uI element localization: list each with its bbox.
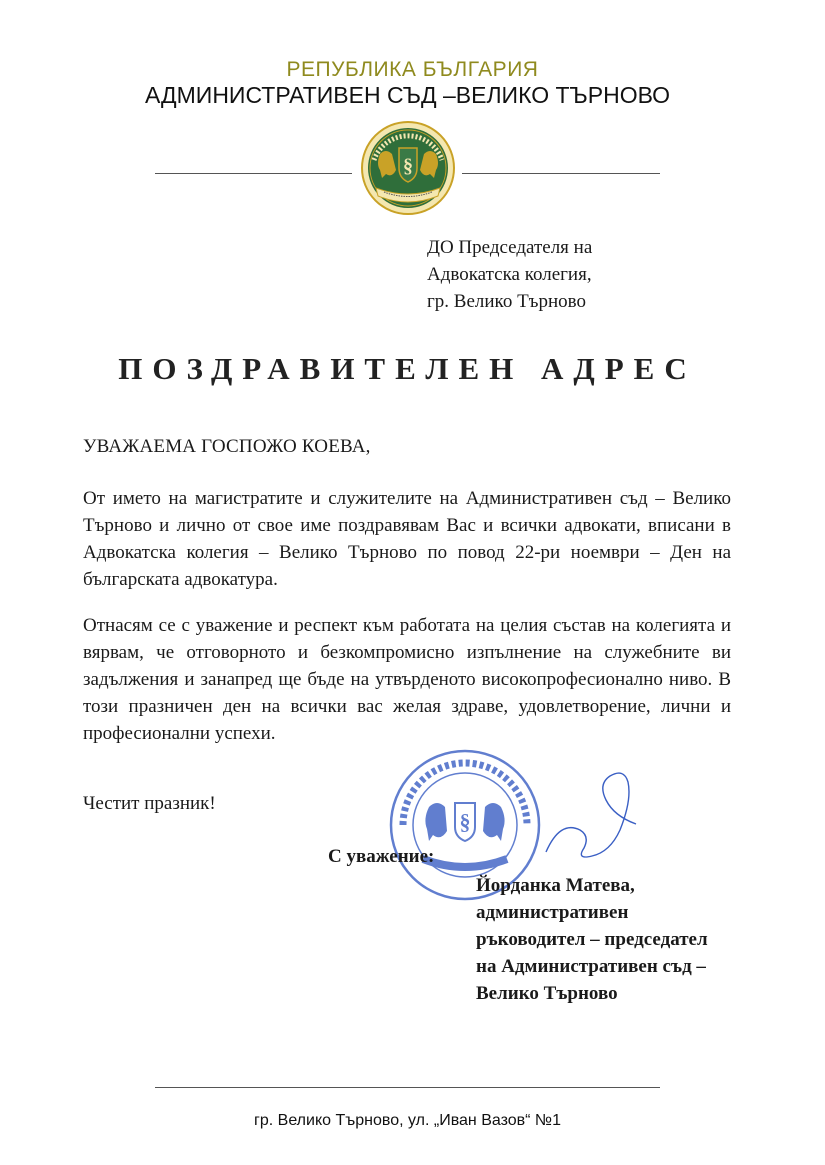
court-name-heading: АДМИНИСТРАТИВЕН СЪД –ВЕЛИКО ТЪРНОВО [144, 82, 671, 108]
closing-line: Честит празник! [83, 793, 216, 814]
recipient-block [427, 234, 592, 315]
signer-name: Йорданка Матева, [476, 875, 635, 896]
handwritten-signature-icon [540, 760, 650, 870]
footer-rule [155, 1087, 660, 1088]
svg-text:§: § [459, 809, 471, 834]
recipient-line-1: ДО Председателя на [427, 237, 593, 258]
body-paragraph-2: Отнасям се с уважение и респект към работата на целия състав на колегията и вярвам, че отговорното и безкомпромисно изпълнение на служебните ви задължения и занапред ще бъде на утвърденото високопрофесионално ниво. В този празничен ден на всички вас желая здраве, удовлетворение, лични и професионални успехи. [83, 615, 731, 744]
signer-role-line-3: на Административен съд – [476, 956, 706, 977]
header-rule-right [462, 173, 660, 174]
recipient-line-3: гр. Велико Търново [427, 291, 587, 312]
footer-address: гр. Велико Търново, ул. „Иван Вазов“ №1 [254, 1112, 561, 1129]
salutation: УВАЖАЕМА ГОСПОЖО КОЕВА, [83, 436, 371, 457]
header-rule-left [155, 173, 352, 174]
document-title: ПОЗДРАВИТЕЛЕН АДРЕС [118, 351, 697, 386]
signer-role-line-1: административен [476, 902, 629, 923]
regards-label: С уважение: [328, 846, 435, 867]
republic-heading: РЕПУБЛИКА БЪЛГАРИЯ [286, 58, 539, 81]
signer-block [476, 872, 708, 1007]
recipient-line-2: Адвокатска колегия, [427, 264, 592, 285]
body-paragraph-1: От името на магистратите и служителите на Административен съд – Велико Търново и лично от свое име поздравявам Вас и всички адвокати, вписани в Адвокатска колегия – Велико Търново по повод 22-ри ноември – Ден на българската адвокатура. [83, 488, 731, 590]
court-emblem-icon [352, 120, 464, 216]
svg-text:§: § [403, 155, 413, 177]
signer-role-line-4: Велико Търново [476, 983, 618, 1004]
signer-role-line-2: ръководител – председател [476, 929, 708, 950]
